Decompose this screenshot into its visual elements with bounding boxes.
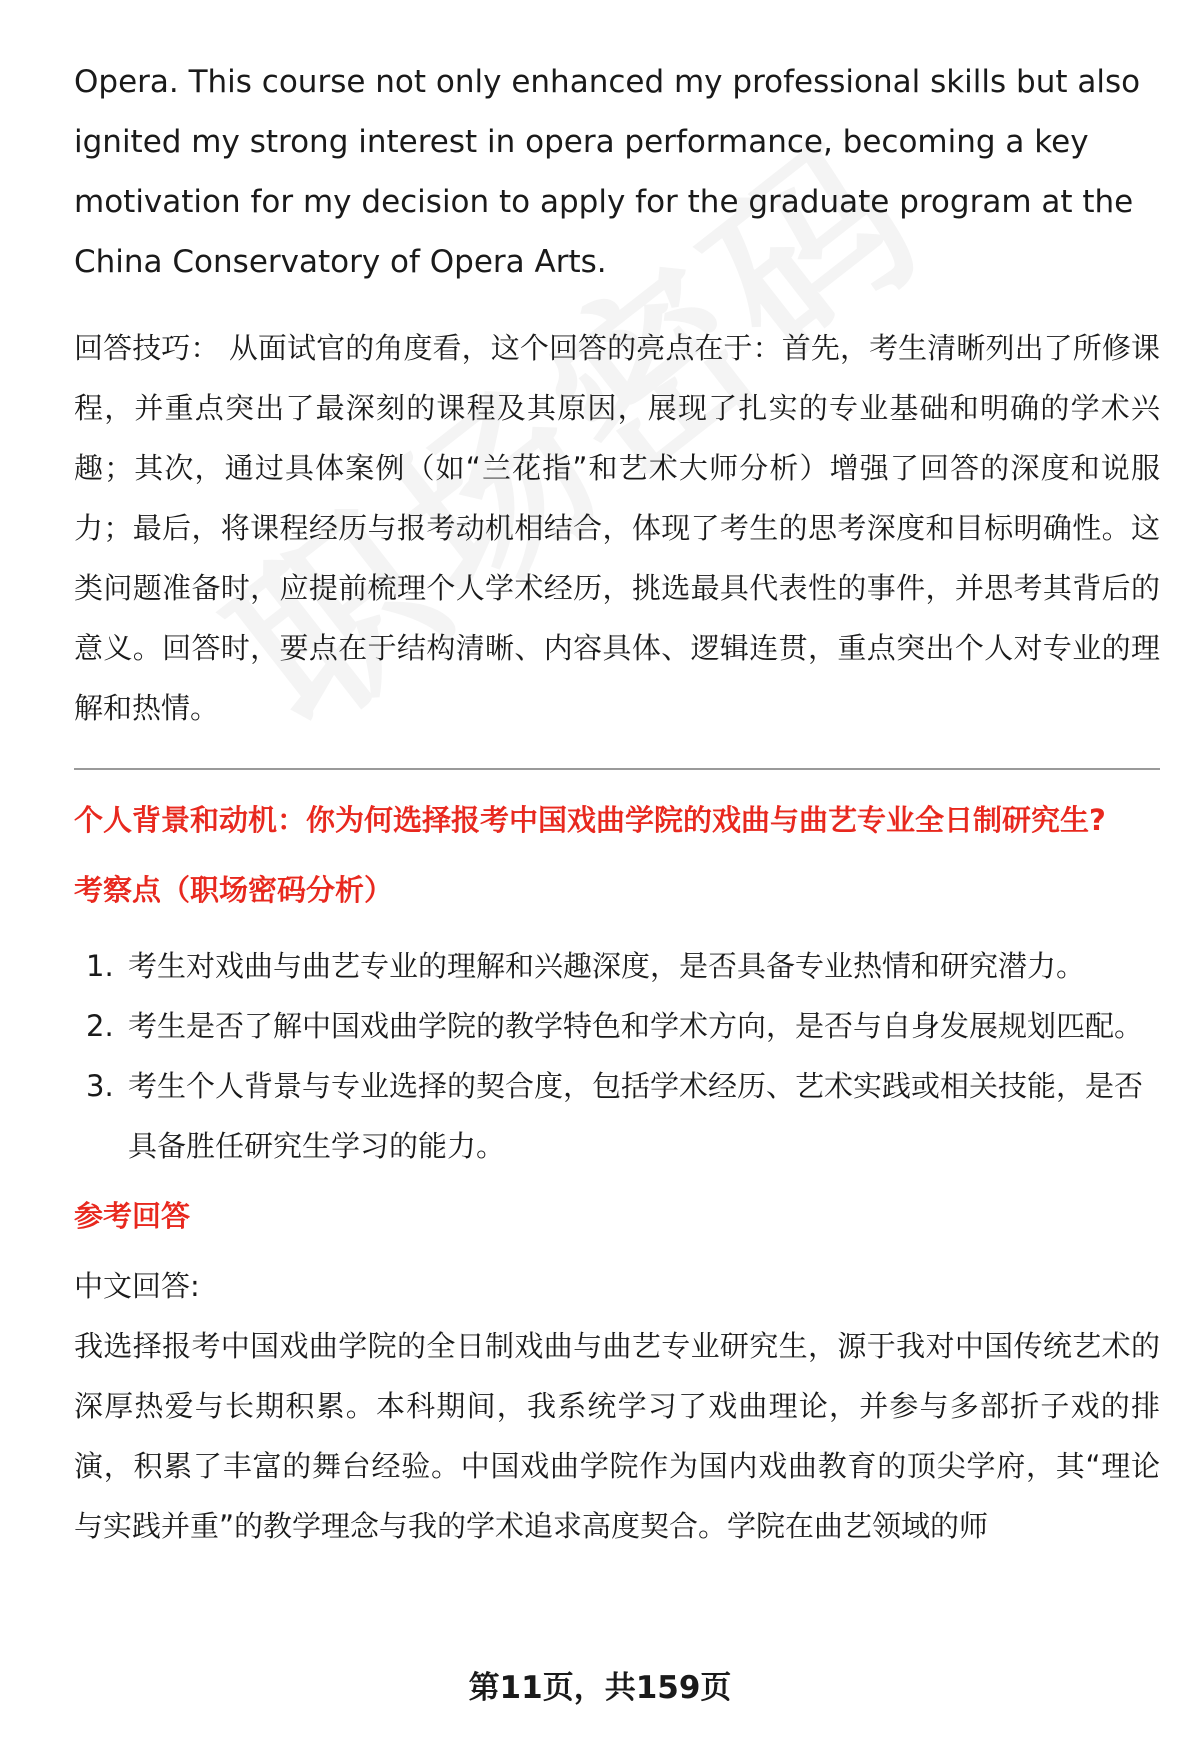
focus-heading: 考察点（职场密码分析）: [74, 873, 394, 907]
list-item-number: 2.: [86, 1009, 114, 1043]
list-item: [74, 996, 1160, 1056]
reference-answer-heading: 参考回答: [74, 1199, 191, 1233]
answer-tip-paragraph: 回答技巧： 从面试官的角度看，这个回答的亮点在于：首先，考生清晰列出了所修课程，并重点突出了最深刻的课程及其原因，展现了扎实的专业基础和明确的学术兴趣；其次，通过具体案例（如“兰花指”和艺术大师分析）增强了回答的深度和说服力；最后，将课程经历与报考动机相结合，体现了考生的思考深度和目标明确性。这类问题准备时，应提前梳理个人学术经历，挑选最具代表性的事件，并思考其背后的意义。回答时，要点在于结构清晰、内容具体、逻辑连贯，重点突出个人对专业的理解和热情。: [74, 331, 1160, 725]
focus-points-list: [74, 936, 1160, 1176]
list-item-number: 3.: [86, 1069, 114, 1103]
list-item-text: 考生是否了解中国戏曲学院的教学特色和学术方向，是否与自身发展规划匹配。: [128, 1009, 1144, 1043]
list-item: [74, 1056, 1160, 1176]
page-content: [74, 52, 1160, 1556]
list-item: [74, 936, 1160, 996]
section-divider: [74, 768, 1160, 770]
list-item-text: 考生个人背景与专业选择的契合度，包括学术经历、艺术实践或相关技能，是否具备胜任研究生学习的能力。: [128, 1069, 1144, 1163]
list-item-number: 1.: [86, 949, 114, 983]
list-item-text: 考生对戏曲与曲艺专业的理解和兴趣深度，是否具备专业热情和研究潜力。: [128, 949, 1086, 983]
page-number-footer: 第11页，共159页: [468, 1670, 732, 1706]
chinese-answer-label: 中文回答:: [74, 1269, 200, 1303]
question-heading: 个人背景和动机：你为何选择报考中国戏曲学院的戏曲与曲艺专业全日制研究生?: [74, 803, 1106, 837]
chinese-answer-paragraph: 我选择报考中国戏曲学院的全日制戏曲与曲艺专业研究生，源于我对中国传统艺术的深厚热爱与长期积累。本科期间，我系统学习了戏曲理论，并参与多部折子戏的排演，积累了丰富的舞台经验。中国戏曲学院作为国内戏曲教育的顶尖学府，其“理论与实践并重”的教学理念与我的学术追求高度契合。学院在曲艺领域的师: [74, 1329, 1160, 1543]
english-paragraph: Opera. This course not only enhanced my professional skills but also ignited my strong interest in opera performance, becoming a key motivation for my decision to apply for the graduate program at the China Conservatory of Opera Arts.: [74, 64, 1141, 280]
